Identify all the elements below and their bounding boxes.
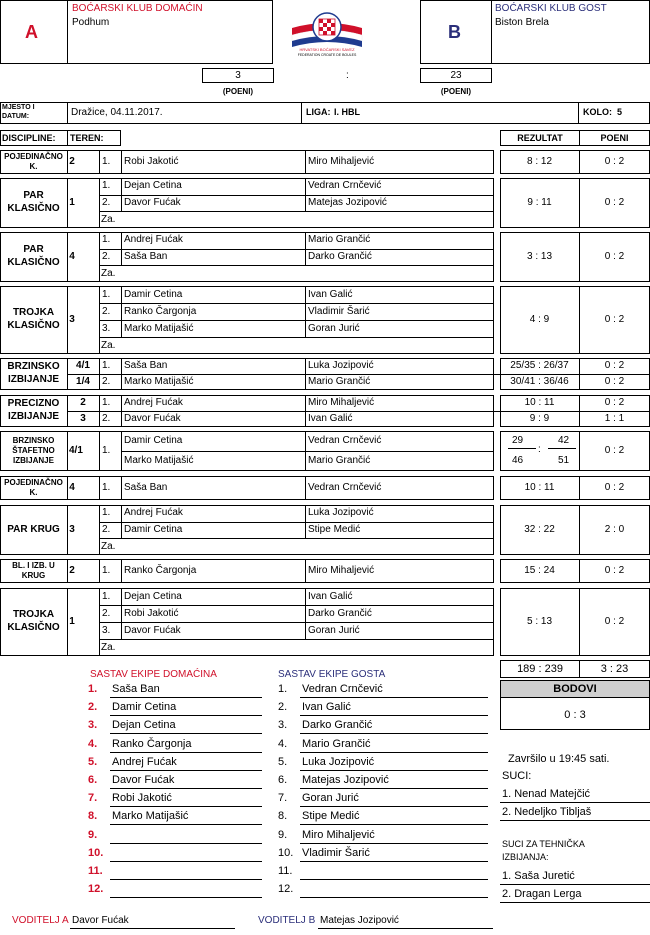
home-player: Saša Ban	[124, 360, 168, 371]
home-player: Damir Cetina	[124, 524, 183, 535]
discipline-name: KLASIČNO	[7, 203, 60, 214]
home-player: Saša Ban	[124, 482, 168, 493]
home-player: Marko Matijašić	[124, 455, 194, 466]
guest-roster-player: Stipe Medić	[302, 810, 360, 823]
discipline-name: K.	[29, 488, 38, 497]
game-points: 0 : 2	[604, 314, 625, 325]
guest-roster-number: 5.	[278, 755, 288, 768]
player-number: 1.	[102, 397, 111, 408]
guest-player: Vedran Crnčević	[308, 435, 382, 446]
guest-roster-player: Miro Mihaljević	[302, 828, 375, 841]
home-player: Davor Fućak	[124, 624, 181, 636]
discipline-name: KLASIČNO	[7, 257, 60, 268]
player-number: 1.	[102, 565, 111, 576]
game-result: 9 : 9	[529, 413, 550, 424]
player-number: 1.	[102, 360, 111, 371]
player-number: 1.	[102, 156, 111, 167]
player-number: 2.	[102, 305, 111, 317]
player-number: 2.	[102, 251, 111, 262]
game-points: 0 : 2	[604, 616, 625, 627]
logo-top-text: HRVATSKI BOĆARSKI SAVEZ	[299, 47, 355, 52]
game-points: 0 : 2	[604, 156, 625, 167]
field-number: 4/1	[76, 360, 90, 371]
guest-club-box	[491, 0, 650, 64]
federation-logo	[288, 4, 366, 62]
game-result: 8 : 12	[526, 156, 553, 167]
round-value: 5	[617, 107, 623, 117]
guest-roster-number: 9.	[278, 828, 288, 841]
discipline-name: KLASIČNO	[7, 622, 60, 633]
judges-label: SUCI:	[502, 770, 532, 782]
player-number: 2.	[102, 197, 111, 208]
guest-player: Vedran Crnčević	[308, 180, 382, 192]
bodovi-label: BODOVI	[553, 683, 597, 695]
home-player: Dejan Cetina	[124, 180, 182, 192]
place-value: Dražice, 04.11.2017.	[71, 107, 163, 118]
home-roster-player: Andrej Fućak	[112, 755, 177, 768]
result-header: REZULTAT	[500, 130, 580, 146]
home-player: Dejan Cetina	[124, 590, 182, 602]
home-player: Robi Jakotić	[124, 156, 179, 167]
player-number: 2.	[102, 607, 111, 619]
field-number: 4/1	[69, 445, 83, 456]
guest-player: Goran Jurić	[308, 322, 360, 334]
home-player: Andrej Fućak	[124, 507, 183, 519]
guest-roster-number: 11.	[278, 865, 293, 877]
guest-coach-name: Matejas Jozipović	[320, 915, 399, 926]
guest-player: Miro Mihaljević	[308, 156, 375, 167]
player-number: 1.	[102, 234, 111, 246]
tech-judge-2: 2. Dragan Lerga	[502, 888, 582, 900]
game-points: 0 : 2	[604, 565, 625, 576]
finished-time: Završilo u 19:45 sati.	[508, 753, 610, 765]
guest-roster-player: Luka Jozipović	[302, 755, 375, 768]
game-points: 1 : 1	[604, 413, 625, 424]
home-player: Marko Matijašić	[124, 322, 194, 334]
field-header: TEREN:	[67, 130, 121, 146]
guest-roster-player: Matejas Jozipović	[302, 774, 389, 786]
home-roster-number: 5.	[88, 755, 98, 768]
home-roster-number: 11.	[88, 865, 103, 877]
guest-player: Vladimir Šarić	[308, 305, 370, 317]
home-player: Andrej Fućak	[124, 234, 183, 246]
guest-points-label: (POENI)	[440, 87, 472, 96]
home-club-box	[67, 0, 273, 64]
home-points-label: (POENI)	[222, 87, 254, 96]
game-points: 0 : 2	[604, 445, 625, 456]
guest-roster-number: 6.	[278, 774, 288, 786]
home-roster-number: 8.	[88, 810, 98, 823]
home-player: Damir Cetina	[124, 435, 183, 446]
discipline-name: KLASIČNO	[7, 320, 60, 331]
discipline-name: IZBIJANJE	[7, 411, 60, 422]
guest-club-name: Biston Brela	[495, 17, 549, 28]
home-player: Ranko Čargonja	[124, 565, 197, 576]
game-result: 25/35 : 26/37	[510, 360, 569, 371]
discipline-name: IZBIJANJE	[7, 374, 60, 385]
tech-judge-1: 1. Saša Juretić	[502, 870, 575, 882]
home-club-title: BOĆARSKI KLUB DOMAĆIN	[72, 3, 203, 14]
game-points: 0 : 2	[604, 360, 625, 371]
relay-value: 29	[512, 435, 524, 446]
field-number: 3	[69, 314, 75, 325]
player-number: 1.	[102, 180, 111, 192]
guest-roster-number: 7.	[278, 792, 288, 805]
guest-player: Miro Mihaljević	[308, 565, 375, 576]
discipline-name: ŠTAFETNO	[12, 446, 55, 455]
home-points: 3	[235, 70, 241, 81]
player-number: 1.	[102, 445, 111, 456]
home-roster-player: Ranko Čargonja	[112, 737, 192, 750]
game-result: 10 : 11	[524, 397, 555, 408]
player-number: 2.	[102, 413, 111, 424]
field-number: 1/4	[76, 376, 90, 387]
guest-player: Matejas Jozipović	[308, 197, 387, 208]
guest-player: Darko Grančić	[308, 251, 372, 262]
logo-sub-text: FEDERATION CROATE DE BOULES	[297, 53, 357, 57]
home-player: Andrej Fućak	[124, 397, 183, 408]
discipline-name: BL. I IZB. U	[12, 561, 55, 570]
place-label-2: DATUM:	[2, 113, 30, 120]
guest-roster-title: SASTAV EKIPE GOSTA	[278, 669, 386, 680]
substitute-label: Za.	[101, 267, 116, 279]
discipline-name: POJEDINAČNO	[4, 152, 63, 161]
guest-player: Goran Jurić	[308, 624, 360, 636]
game-result: 3 : 13	[526, 251, 553, 262]
discipline-name: PAR	[23, 190, 44, 201]
field-number: 1	[69, 197, 75, 208]
guest-player: Ivan Galić	[308, 590, 353, 602]
home-roster-player: Saša Ban	[112, 683, 160, 695]
home-roster-player: Dejan Cetina	[112, 719, 176, 732]
relay-value: 51	[558, 455, 570, 466]
guest-roster-number: 1.	[278, 683, 288, 695]
game-points: 0 : 2	[604, 197, 625, 208]
guest-club-title: BOĆARSKI KLUB GOST	[495, 3, 607, 14]
guest-player: Mario Grančić	[308, 234, 371, 246]
discipline-name: PAR KRUG	[7, 523, 60, 535]
tech-label-2: IZBIJANJA:	[502, 852, 549, 862]
home-club-name: Podhum	[72, 17, 110, 28]
field-number: 2	[80, 397, 86, 408]
home-roster-number: 3.	[88, 719, 98, 732]
game-result: 9 : 11	[527, 197, 552, 208]
home-roster-number: 6.	[88, 774, 98, 786]
discipline-name: BRZINSKO	[7, 361, 60, 372]
discipline-name: TROJKA	[12, 307, 55, 318]
home-player: Saša Ban	[124, 251, 168, 262]
home-roster-title: SASTAV EKIPE DOMAĆINA	[90, 669, 217, 680]
home-coach-name: Davor Fućak	[72, 915, 129, 926]
field-number: 2	[69, 156, 75, 167]
field-number: 1	[69, 616, 75, 627]
home-letter: A	[25, 22, 38, 42]
substitute-label: Za.	[101, 641, 116, 653]
discipline-name: POJEDINAČNO	[4, 478, 63, 487]
substitute-label: Za.	[101, 339, 116, 351]
home-player: Robi Jakotić	[124, 607, 179, 619]
guest-player: Luka Jozipović	[308, 360, 374, 371]
total-points-box	[579, 660, 650, 678]
player-number: 1.	[102, 507, 111, 519]
guest-player: Mario Grančić	[308, 376, 371, 387]
home-roster-player: Marko Matijašić	[112, 810, 189, 823]
guest-player: Ivan Galić	[308, 413, 353, 424]
guest-player: Stipe Medić	[308, 524, 361, 535]
home-player: Marko Matijašić	[124, 376, 194, 387]
discipline-header: DISCIPLINE:	[0, 130, 68, 146]
game-result: 15 : 24	[524, 565, 555, 576]
discipline-name: PAR	[23, 244, 44, 255]
discipline-name: TROJKA	[12, 609, 55, 620]
discipline-name: BRZINSKO	[12, 436, 55, 445]
player-number: 1.	[102, 482, 111, 493]
game-result: 4 : 9	[529, 314, 550, 325]
judge-2: 2. Nedeljko Tibljaš	[502, 806, 592, 818]
game-result: 30/41 : 36/46	[510, 376, 569, 387]
home-roster-player: Damir Cetina	[112, 701, 177, 714]
player-number: 3.	[102, 624, 111, 636]
discipline-name: IZBIJANJE	[13, 456, 54, 465]
guest-roster-number: 3.	[278, 719, 288, 732]
field-number: 4	[69, 482, 75, 493]
league-value: I. HBL	[334, 107, 360, 117]
player-number: 1.	[102, 590, 111, 602]
guest-roster-number: 8.	[278, 810, 288, 823]
relay-value: 42	[558, 435, 570, 446]
home-roster-player: Davor Fućak	[112, 774, 175, 786]
home-roster-number: 2.	[88, 701, 98, 714]
game-points: 0 : 2	[604, 482, 625, 493]
home-roster-number: 1.	[88, 683, 98, 695]
field-number: 3	[80, 413, 86, 424]
player-number: 1.	[102, 288, 111, 300]
game-result: 10 : 11	[524, 482, 555, 493]
field-number: 4	[69, 251, 75, 262]
home-player: Davor Fućak	[124, 197, 181, 208]
home-roster-player: Robi Jakotić	[112, 792, 172, 805]
home-player: Damir Cetina	[124, 288, 183, 300]
guest-roster-number: 12.	[278, 883, 294, 896]
points-colon: :	[346, 70, 349, 81]
home-roster-number: 10.	[88, 846, 104, 859]
guest-roster-player: Goran Jurić	[302, 792, 359, 805]
home-points-box	[202, 68, 274, 83]
guest-player: Darko Grančić	[308, 607, 372, 619]
home-roster-number: 12.	[88, 883, 104, 896]
player-number: 2.	[102, 376, 111, 387]
guest-points-box	[420, 68, 492, 83]
guest-letter-box	[420, 0, 492, 64]
place-label-1: MJESTO I	[2, 104, 35, 111]
discipline-name: PRECIZNO	[7, 398, 60, 409]
guest-points: 23	[450, 70, 462, 81]
game-points: 0 : 2	[604, 397, 625, 408]
discipline-name: KRUG	[21, 571, 46, 580]
field-number: 2	[69, 565, 75, 576]
home-coach-label: VODITELJ A	[12, 915, 69, 926]
points-header: POENI	[579, 130, 650, 146]
guest-roster-number: 2.	[278, 701, 288, 714]
judge-1: 1. Nenad Matejčić	[502, 788, 591, 800]
guest-coach-label: VODITELJ B	[258, 915, 316, 926]
substitute-label: Za.	[101, 213, 116, 225]
guest-roster-player: Ivan Galić	[302, 701, 351, 714]
total-points: 3 : 23	[600, 663, 629, 675]
player-number: 3.	[102, 322, 111, 334]
guest-player: Vedran Crnčević	[308, 482, 382, 493]
game-result: 5 : 13	[526, 616, 553, 627]
guest-roster-player: Vedran Crnčević	[302, 683, 383, 695]
guest-player: Mario Grančić	[308, 455, 371, 466]
home-player: Davor Fućak	[124, 413, 181, 424]
guest-player: Miro Mihaljević	[308, 397, 375, 408]
game-result: 32 : 22	[524, 524, 555, 535]
relay-value: 46	[512, 455, 524, 466]
home-letter-box	[0, 0, 68, 64]
relay-separator: :	[538, 444, 541, 455]
home-roster-number: 4.	[88, 737, 98, 750]
game-points: 0 : 2	[604, 251, 625, 262]
game-points: 2 : 0	[604, 524, 625, 535]
bodovi-value: 0 : 3	[564, 709, 586, 721]
round-label: KOLO:	[583, 107, 612, 117]
bodovi-box	[500, 680, 650, 730]
guest-roster-player: Mario Grančić	[302, 737, 371, 750]
guest-roster-number: 4.	[278, 737, 288, 750]
guest-player: Luka Jozipović	[308, 507, 374, 519]
league-label: LIGA:	[306, 107, 331, 117]
tech-label-1: SUCI ZA TEHNIČKA	[502, 839, 585, 849]
total-result: 189 : 239	[517, 663, 563, 675]
total-result-box	[500, 660, 580, 678]
guest-player: Ivan Galić	[308, 288, 353, 300]
home-roster-number: 9.	[88, 828, 98, 841]
guest-roster-player: Darko Grančić	[302, 719, 373, 732]
substitute-label: Za.	[101, 540, 116, 552]
discipline-name: K.	[29, 162, 38, 171]
player-number: 2.	[102, 524, 111, 535]
guest-letter: B	[448, 22, 461, 42]
guest-roster-number: 10.	[278, 846, 294, 859]
home-player: Ranko Čargonja	[124, 305, 197, 317]
field-number: 3	[69, 524, 75, 535]
game-points: 0 : 2	[604, 376, 625, 387]
home-roster-number: 7.	[88, 792, 98, 805]
guest-roster-player: Vladimir Šarić	[302, 846, 370, 859]
